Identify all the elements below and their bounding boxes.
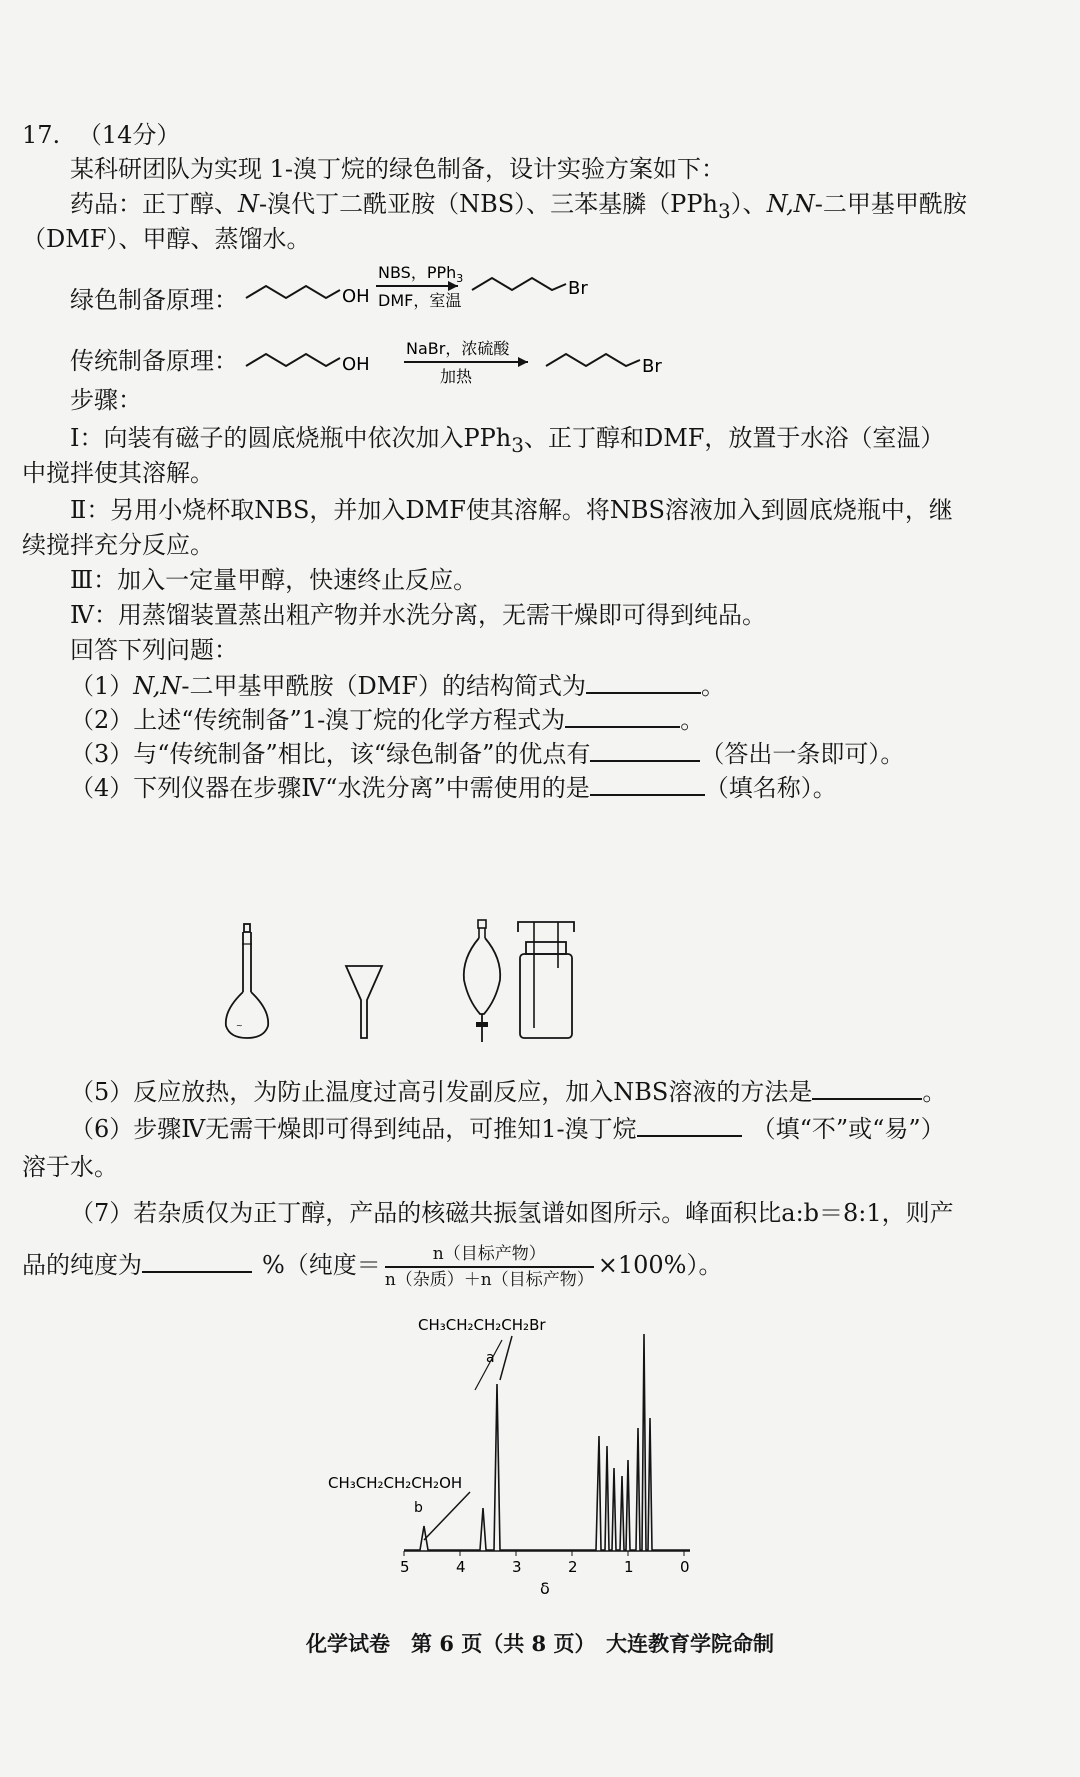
q1-text: -二甲基甲酰胺（DMF）的结构简式为: [181, 672, 586, 700]
traditional-reagent-top: NaBr，浓硫酸: [406, 339, 510, 358]
traditional-reagent-bottom: 加热: [440, 367, 473, 386]
sub-question-6-cont: 溶于水。: [22, 1153, 118, 1181]
reagents-italic-n: N: [238, 190, 259, 218]
q5-end: 。: [922, 1078, 947, 1106]
nmr-spectrum: [320, 1300, 700, 1600]
bromobutane-skeleton: [546, 354, 640, 366]
nmr-tick-label: 0: [680, 1558, 690, 1576]
sub-question-5: [70, 1075, 946, 1109]
reagents-italic-nn: N,N: [766, 190, 815, 218]
q7-text: %（纯度＝: [262, 1251, 381, 1279]
sub-question-2: [70, 703, 704, 737]
answer-blank-1[interactable]: [586, 670, 701, 694]
green-reagent-top: NBS，PPh$_3$: [378, 263, 464, 285]
volumetric-flask-icon: [226, 924, 268, 1038]
step-2-cont: 续搅拌充分反应。: [22, 531, 214, 559]
q6-text: （6）步骤Ⅳ无需干燥即可得到纯品，可推知1-溴丁烷: [70, 1115, 637, 1143]
step-4: Ⅳ：用蒸馏装置蒸出粗产物并水洗分离，无需干燥即可得到纯品。: [70, 601, 766, 629]
traditional-oh: OH: [342, 354, 370, 375]
step-1-text: Ⅰ：向装有磁子的圆底烧瓶中依次加入PPh: [70, 424, 512, 452]
step-1-cont: 中搅拌使其溶解。: [22, 459, 214, 487]
reagents-text: ）、: [730, 190, 767, 218]
q4-text: （4）下列仪器在步骤Ⅳ“水洗分离”中需使用的是: [70, 774, 590, 802]
step-2: Ⅱ：另用小烧杯取NBS，并加入DMF使其溶解。将NBS溶液加入到圆底烧瓶中，继: [70, 496, 953, 524]
q4-end: （填名称）。: [704, 774, 837, 802]
fraction-numerator: n（目标产物）: [385, 1244, 594, 1268]
step-1-text: 、正丁醇和DMF，放置于水浴（室温）: [523, 424, 945, 452]
reagents-text: -溴代丁二酰亚胺（NBS）、三苯基膦（PPh: [259, 190, 718, 218]
traditional-label: 传统制备原理：: [70, 347, 238, 375]
sub-question-6: [70, 1112, 945, 1146]
green-br: Br: [568, 278, 588, 299]
question-points: （14分）: [77, 121, 181, 149]
nmr-pointer-a: [500, 1336, 512, 1380]
gas-washing-bottle-icon: [518, 922, 574, 1038]
nmr-tick-label: 4: [456, 1558, 466, 1576]
sub-question-3: [70, 737, 904, 771]
questions-heading: 回答下列问题：: [70, 636, 238, 664]
nmr-pointer-a-arrow: [475, 1340, 502, 1390]
question-header: [22, 118, 180, 152]
separatory-funnel-icon: [464, 920, 500, 1042]
sub-question-7: （7）若杂质仅为正丁醇，产品的核磁共振氢谱如图所示。峰面积比a:b＝8:1，则产: [70, 1199, 954, 1227]
funnel-icon: [346, 966, 382, 1038]
svg-text:~: ~: [236, 1021, 243, 1030]
sub-question-1: [70, 669, 725, 703]
green-reaction-scheme: [240, 262, 640, 342]
q2-end: 。: [680, 706, 705, 734]
nmr-axis-label: δ: [540, 1579, 550, 1598]
nmr-trace: [404, 1334, 690, 1550]
traditional-arrow-head: [518, 357, 528, 367]
bromobutane-skeleton: [472, 278, 566, 290]
nmr-label-b: b: [414, 1500, 423, 1516]
answer-blank-6[interactable]: [637, 1113, 742, 1137]
answer-blank-5[interactable]: [812, 1076, 922, 1100]
step-1-subscript: 3: [511, 432, 524, 457]
page-footer: 化学试卷 第 6 页（共 8 页） 大连教育学院命制: [306, 1631, 774, 1656]
steps-heading: 步骤：: [70, 386, 142, 414]
butanol-skeleton: [246, 286, 340, 298]
nmr-label-a: a: [486, 1350, 495, 1366]
reagents-text: 药品：正丁醇、: [70, 190, 238, 218]
nmr-tick-label: 2: [568, 1558, 578, 1576]
nmr-pointer-b: [424, 1492, 470, 1540]
q6-end: （填“不”或“易”）: [751, 1115, 945, 1143]
butanol-skeleton: [246, 354, 340, 366]
sub-question-7-cont: [22, 1242, 722, 1290]
q1-number: （1）: [70, 672, 134, 700]
q7-text: 品的纯度为: [22, 1251, 142, 1279]
nmr-tick-label: 5: [400, 1558, 410, 1576]
q7-text: ×100%）。: [597, 1251, 723, 1279]
reagents-line-2: （DMF）、甲醇、蒸馏水。: [22, 225, 311, 253]
q2-text: （2）上述“传统制备”1-溴丁烷的化学方程式为: [70, 706, 566, 734]
green-label: 绿色制备原理：: [70, 286, 238, 314]
fraction-denominator: n（杂质）＋n（目标产物）: [384, 1269, 594, 1290]
answer-blank-3[interactable]: [590, 738, 700, 762]
q1-italic: N,N: [133, 672, 182, 700]
answer-blank-4[interactable]: [590, 772, 705, 796]
nmr-label-b-compound: CH₃CH₂CH₂CH₂OH: [328, 1474, 463, 1492]
question-intro: 某科研团队为实现 1-溴丁烷的绿色制备，设计实验方案如下：: [70, 155, 726, 183]
nmr-tick-label: 3: [512, 1558, 522, 1576]
purity-fraction: [385, 1244, 594, 1290]
answer-blank-2[interactable]: [565, 704, 680, 728]
sub-question-4: [70, 771, 837, 805]
question-number: 17.: [22, 121, 61, 149]
step-3: Ⅲ：加入一定量甲醇，快速终止反应。: [70, 566, 478, 594]
answer-blank-7[interactable]: [142, 1249, 252, 1273]
reagents-text: -二甲基甲酰胺: [814, 190, 967, 218]
green-oh: OH: [342, 286, 370, 307]
traditional-br: Br: [642, 356, 662, 377]
q5-text: （5）反应放热，为防止温度过高引发副反应，加入NBS溶液的方法是: [70, 1078, 813, 1106]
green-reagent-bottom: DMF，室温: [378, 291, 462, 310]
q3-end: （答出一条即可）。: [700, 740, 905, 768]
nmr-label-a-compound: CH₃CH₂CH₂CH₂Br: [418, 1316, 546, 1334]
q1-end: 。: [700, 672, 725, 700]
reagents-subscript: 3: [717, 198, 731, 223]
nmr-tick-label: 1: [624, 1558, 634, 1576]
q3-text: （3）与“传统制备”相比，该“绿色制备”的优点有: [70, 740, 591, 768]
apparatus-figure: [200, 918, 660, 1048]
traditional-reaction-scheme: [240, 336, 700, 416]
